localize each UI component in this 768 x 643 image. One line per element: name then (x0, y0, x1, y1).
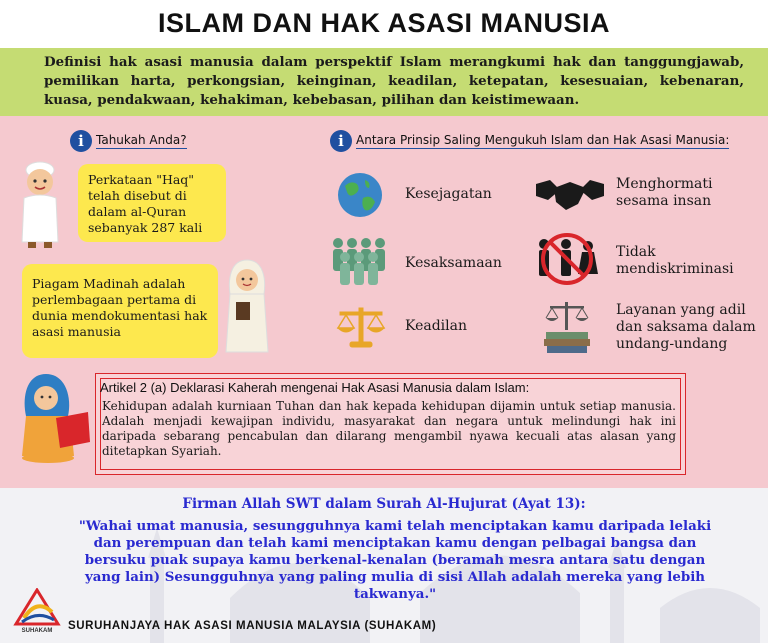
fact-bubble-1 (78, 164, 226, 242)
prinsip-layanan-adil: Layanan yang adil dan saksama dalam undang-undang (616, 302, 756, 352)
fact-haq: Perkataan "Haq" telah disebut di dalam al-Quran sebanyak 287 kali (88, 172, 203, 235)
artikel-body: Kehidupan adalah kurniaan Tuhan dan hak kepada kehidupan dijamin untuk setiap manusia. Adalah menjadi kewajipan individu, masyarakat dan negara untuk melindungi hak ini daripada sebarang pencabulan dan dilarang mengambil nyawa kecuali atas alasan yang ditetapkan Syariah. (102, 399, 676, 458)
info-icon: i (70, 130, 92, 152)
prinsip-menghormati: Menghormati sesama insan (616, 176, 713, 209)
handshake-icon (536, 176, 604, 216)
definition-text: Definisi hak asasi manusia dalam perspektif Islam merangkumi hak dan tanggungjawab, pemilikan harta, perkongsian, keinginan, keadilan, ketepatan, kesesuaian, kebenaran, kuasa, pendakwaan, kehakiman, kebebasan, pilihan dan keistimewaan. (44, 54, 744, 108)
people-group-icon (330, 235, 392, 287)
logo-text: SUHAKAM (21, 628, 53, 634)
prinsip-keadilan: Keadilan (405, 318, 467, 334)
artikel-title: Artikel 2 (a) Deklarasi Kaherah mengenai Hak Asasi Manusia dalam Islam: (100, 380, 530, 395)
no-discrimination-icon (530, 232, 606, 286)
prinsip-kesejagatan: Kesejagatan (405, 186, 492, 202)
prinsip-heading (330, 130, 729, 152)
tahukah-heading-label: Tahukah Anda? (96, 133, 187, 147)
fact-bubble-2 (22, 264, 218, 358)
firman-quote: "Wahai umat manusia, sesungguhnya kami telah menciptakan kamu daripada lelaki dan perempuan dan telah kami menciptakan kamu dengan pelbagai bangsa dan bersuku puak supaya kamu berkenal-kenalan (beramah mesra antara satu dengan yang lain) Sesungguhnya yang paling mulia di sisi Allah adalah mereka yang lebih takwanya." (78, 518, 712, 602)
girl-figure (222, 258, 272, 358)
info-icon: i (330, 130, 352, 152)
balance-scale-icon (336, 304, 386, 350)
prinsip-heading-label: Antara Prinsip Saling Mengukuh Islam dan Hak Asasi Manusia: (356, 133, 730, 147)
globe-icon (337, 172, 383, 218)
suhakam-logo (12, 588, 62, 634)
boy-figure (14, 158, 66, 250)
tahukah-heading (70, 130, 187, 152)
fact-piagam: Piagam Madinah adalah perlembagaan pertama di dunia mendokumentasi hak asasi manusia (32, 276, 208, 339)
reading-girl-figure (16, 372, 94, 464)
law-scale-books-icon (542, 300, 592, 358)
prinsip-tidak-mendiskriminasi: Tidak mendiskriminasi (616, 244, 734, 277)
firman-title: Firman Allah SWT dalam Surah Al-Hujurat (Ayat 13): (182, 496, 586, 512)
prinsip-kesaksamaan: Kesaksamaan (405, 255, 502, 271)
page-title: ISLAM DAN HAK ASASI MANUSIA (158, 8, 610, 38)
footer-org: SURUHANJAYA HAK ASASI MANUSIA MALAYSIA (SUHAKAM) (68, 620, 437, 632)
